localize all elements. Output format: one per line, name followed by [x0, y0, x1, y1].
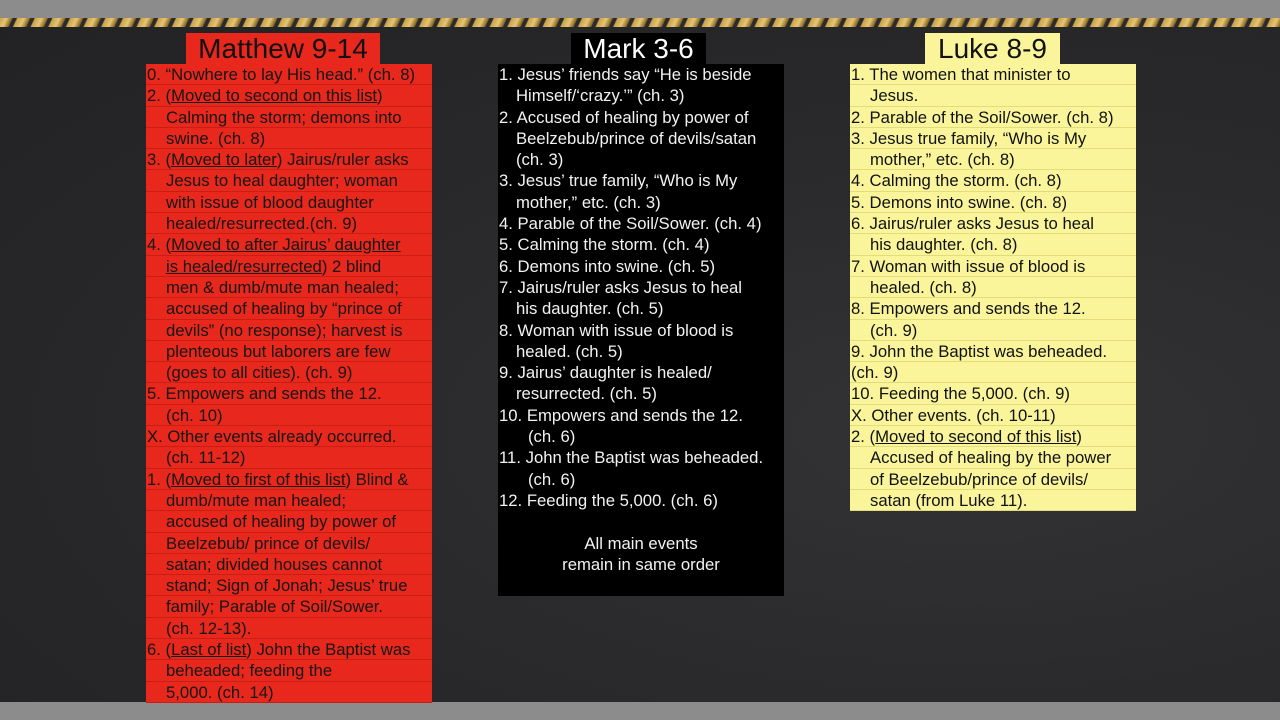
line-text: 6. ( [147, 640, 172, 660]
line-text: Himself/‘crazy.’” (ch. 3) [516, 86, 685, 106]
line-text: All main events [584, 533, 698, 553]
line-text: (ch. 9) [870, 320, 918, 340]
mark-list-line [498, 170, 784, 191]
matthew-list-line [146, 277, 432, 298]
luke-event-list [850, 64, 1136, 510]
mark-list-line [498, 490, 784, 511]
line-text: 5,000. (ch. 14) [166, 682, 274, 702]
mark-list-line [498, 447, 784, 468]
mark-list-line [498, 149, 784, 170]
line-text: 1. ( [147, 469, 172, 489]
line-text: 8. Woman with issue of blood is [499, 320, 734, 340]
luke-column-title: Luke 8-9 [925, 33, 1060, 64]
line-text: swine. (ch. 8) [166, 128, 266, 148]
line-text: 5. Empowers and sends the 12. [147, 384, 382, 404]
mark-list-line [498, 362, 784, 383]
matthew-list-line [146, 405, 432, 426]
matthew-list-line [146, 447, 432, 468]
line-text: accused of healing by power of [166, 512, 397, 532]
mark-list-line [498, 256, 784, 277]
luke-list-line [850, 341, 1136, 362]
matthew-event-list [146, 64, 432, 702]
line-text: mother,” etc. (ch. 8) [870, 150, 1015, 170]
mark-list-line [498, 277, 784, 298]
line-text: (ch. 3) [516, 150, 564, 170]
matthew-list-line [146, 575, 432, 596]
line-text: 3. ( [147, 150, 172, 170]
mark-list-line [498, 85, 784, 106]
luke-list-line [850, 469, 1136, 490]
top-border [0, 0, 1280, 18]
line-text: 5. Demons into swine. (ch. 8) [851, 192, 1068, 212]
matthew-list-line [146, 660, 432, 681]
mark-list-line [498, 511, 784, 532]
underlined-note: Moved to later [171, 150, 277, 170]
underlined-note: Moved to after Jairus’ daughter [171, 235, 401, 255]
luke-list-line [850, 85, 1136, 106]
mark-list-line [498, 426, 784, 447]
matthew-list-line [146, 533, 432, 554]
line-text: (goes to all cities). (ch. 9) [166, 363, 353, 383]
matthew-list-line [146, 128, 432, 149]
luke-list-line [850, 170, 1136, 191]
mark-list-line [498, 320, 784, 341]
matthew-list-line [146, 234, 432, 255]
line-text: Accused of healing by the power [870, 448, 1112, 468]
line-text: 3. Jesus true family, “Who is My [851, 128, 1087, 148]
matthew-list-line [146, 469, 432, 490]
line-text: healed. (ch. 8) [870, 277, 977, 297]
line-text: 0. “Nowhere to lay His head.” (ch. 8) [147, 65, 416, 84]
matthew-list-line [146, 149, 432, 170]
line-text: (ch. 12-13). [166, 618, 252, 638]
line-text: 10. Empowers and sends the 12. [499, 405, 743, 425]
bottom-border [0, 702, 1280, 720]
line-text: resurrected. (ch. 5) [516, 384, 657, 404]
line-text: 6. Demons into swine. (ch. 5) [499, 256, 716, 276]
luke-list-line [850, 362, 1136, 383]
luke-list-line [850, 213, 1136, 234]
luke-list-line [850, 234, 1136, 255]
line-text: 2. Parable of the Soil/Sower. (ch. 8) [851, 107, 1114, 127]
line-text: X. Other events already occurred. [147, 427, 397, 447]
line-text: 10. Feeding the 5,000. (ch. 9) [851, 384, 1070, 404]
mark-list-line [498, 192, 784, 213]
line-text: healed. (ch. 5) [516, 341, 623, 361]
underlined-note: Moved to second of this list [875, 427, 1077, 447]
matthew-list-line [146, 639, 432, 660]
line-text: devils” (no response); harvest is [166, 320, 403, 340]
matthew-list-line [146, 192, 432, 213]
line-text: 7. Jairus/ruler asks Jesus to heal [499, 277, 743, 297]
luke-list-line [850, 447, 1136, 468]
mark-list-line [498, 64, 784, 85]
line-text: his daughter. (ch. 5) [516, 299, 664, 319]
line-text: (ch. 6) [528, 469, 576, 489]
line-text: 9. John the Baptist was beheaded. [851, 341, 1108, 361]
line-text: 4. ( [147, 235, 172, 255]
line-text: beheaded; feeding the [166, 661, 333, 681]
line-text: Jesus to heal daughter; woman [166, 171, 398, 191]
line-text: 4. Calming the storm. (ch. 8) [851, 171, 1062, 191]
mark-list-line [498, 107, 784, 128]
mark-list-line [498, 298, 784, 319]
line-text: 8. Empowers and sends the 12. [851, 299, 1086, 319]
luke-list-line [850, 320, 1136, 341]
mark-list-line [498, 469, 784, 490]
luke-list-line [850, 426, 1136, 447]
matthew-list-line [146, 426, 432, 447]
line-text: family; Parable of Soil/Sower. [166, 597, 384, 617]
matthew-list-line [146, 85, 432, 106]
underlined-note: is healed/resurrected [166, 256, 322, 276]
line-text: 9. Jairus’ daughter is healed/ [499, 363, 712, 383]
line-text: stand; Sign of Jonah; Jesus’ true [166, 576, 408, 596]
line-text: 1. The women that minister to [851, 65, 1071, 84]
luke-list-line [850, 277, 1136, 298]
luke-list-line [850, 256, 1136, 277]
line-text: 7. Woman with issue of blood is [851, 256, 1086, 276]
luke-list-line [850, 298, 1136, 319]
line-text: plenteous but laborers are few [166, 341, 391, 361]
line-text: mother,” etc. (ch. 3) [516, 192, 661, 212]
luke-list-line [850, 490, 1136, 511]
line-text: his daughter. (ch. 8) [870, 235, 1018, 255]
line-text-after: ) John the Baptist was [246, 640, 411, 660]
line-text: 5. Calming the storm. (ch. 4) [499, 235, 710, 255]
matthew-list-line [146, 107, 432, 128]
line-text: 11. John the Baptist was beheaded. [499, 448, 764, 468]
line-text: Beelzebub/prince of devils/satan [516, 128, 757, 148]
line-text: satan; divided houses cannot [166, 554, 383, 574]
line-text-after: ) [377, 86, 383, 106]
luke-list-line [850, 383, 1136, 404]
line-text: satan (from Luke 11). [870, 490, 1028, 510]
line-text: 3. Jesus’ true family, “Who is My [499, 171, 738, 191]
luke-list-line [850, 107, 1136, 128]
underlined-note: Moved to first of this list [171, 469, 346, 489]
mark-event-list [498, 64, 784, 596]
matthew-list-line [146, 554, 432, 575]
matthew-list-line [146, 362, 432, 383]
line-text-after: ) 2 blind [321, 256, 382, 276]
luke-list-line [850, 405, 1136, 426]
line-text: accused of healing by “prince of [166, 299, 402, 319]
line-text: (ch. 9) [851, 363, 899, 383]
line-text: 6. Jairus/ruler asks Jesus to heal [851, 214, 1095, 234]
luke-list-line [850, 192, 1136, 213]
line-text: (ch. 10) [166, 405, 223, 425]
matthew-list-line [146, 170, 432, 191]
matthew-list-line [146, 213, 432, 234]
line-text: remain in same order [562, 554, 720, 574]
line-text: 2. Accused of healing by power of [499, 107, 749, 127]
matthew-list-line [146, 490, 432, 511]
matthew-list-line [146, 618, 432, 639]
line-text: of Beelzebub/prince of devils/ [870, 469, 1088, 489]
line-text: 12. Feeding the 5,000. (ch. 6) [499, 490, 718, 510]
line-text: Beelzebub/ prince of devils/ [166, 533, 371, 553]
line-text: 2. ( [851, 427, 876, 447]
line-text: men & dumb/mute man healed; [166, 277, 399, 297]
matthew-list-line [146, 341, 432, 362]
mark-list-line [498, 213, 784, 234]
mark-list-line [498, 554, 784, 575]
line-text: Calming the storm; demons into [166, 107, 402, 127]
line-text: 4. Parable of the Soil/Sower. (ch. 4) [499, 214, 762, 234]
matthew-list-line [146, 64, 432, 85]
line-text-after: ) Jairus/ruler asks [276, 150, 409, 170]
line-text: healed/resurrected.(ch. 9) [166, 214, 358, 234]
mark-column-title: Mark 3-6 [571, 33, 706, 64]
luke-list-line [850, 64, 1136, 85]
matthew-list-line [146, 320, 432, 341]
matthew-list-line [146, 298, 432, 319]
matthew-list-line [146, 511, 432, 532]
line-text-after: ) [1076, 427, 1082, 447]
mark-list-line [498, 341, 784, 362]
mark-list-line [498, 383, 784, 404]
line-text-after: ) Blind & [345, 469, 409, 489]
underlined-note: Moved to second on this list [171, 86, 378, 106]
luke-list-line [850, 128, 1136, 149]
matthew-list-line [146, 383, 432, 404]
mark-list-line [498, 405, 784, 426]
line-text: Jesus. [870, 86, 919, 106]
luke-list-line [850, 149, 1136, 170]
line-text: dumb/mute man healed; [166, 490, 346, 510]
line-text: 2. ( [147, 86, 172, 106]
line-text: (ch. 6) [528, 427, 576, 447]
line-text: with issue of blood daughter [166, 192, 374, 212]
line-text: 1. Jesus’ friends say “He is beside [499, 65, 752, 84]
mark-list-line [498, 128, 784, 149]
matthew-column-title: Matthew 9-14 [186, 33, 380, 64]
mark-list-line [498, 533, 784, 554]
mark-list-line [498, 234, 784, 255]
matthew-list-line [146, 256, 432, 277]
underlined-note: Last of list [171, 640, 247, 660]
matthew-list-line [146, 682, 432, 703]
decorative-rope-border [0, 18, 1280, 27]
line-text: X. Other events. (ch. 10-11) [851, 405, 1056, 425]
matthew-list-line [146, 596, 432, 617]
line-text: (ch. 11-12) [166, 448, 246, 468]
